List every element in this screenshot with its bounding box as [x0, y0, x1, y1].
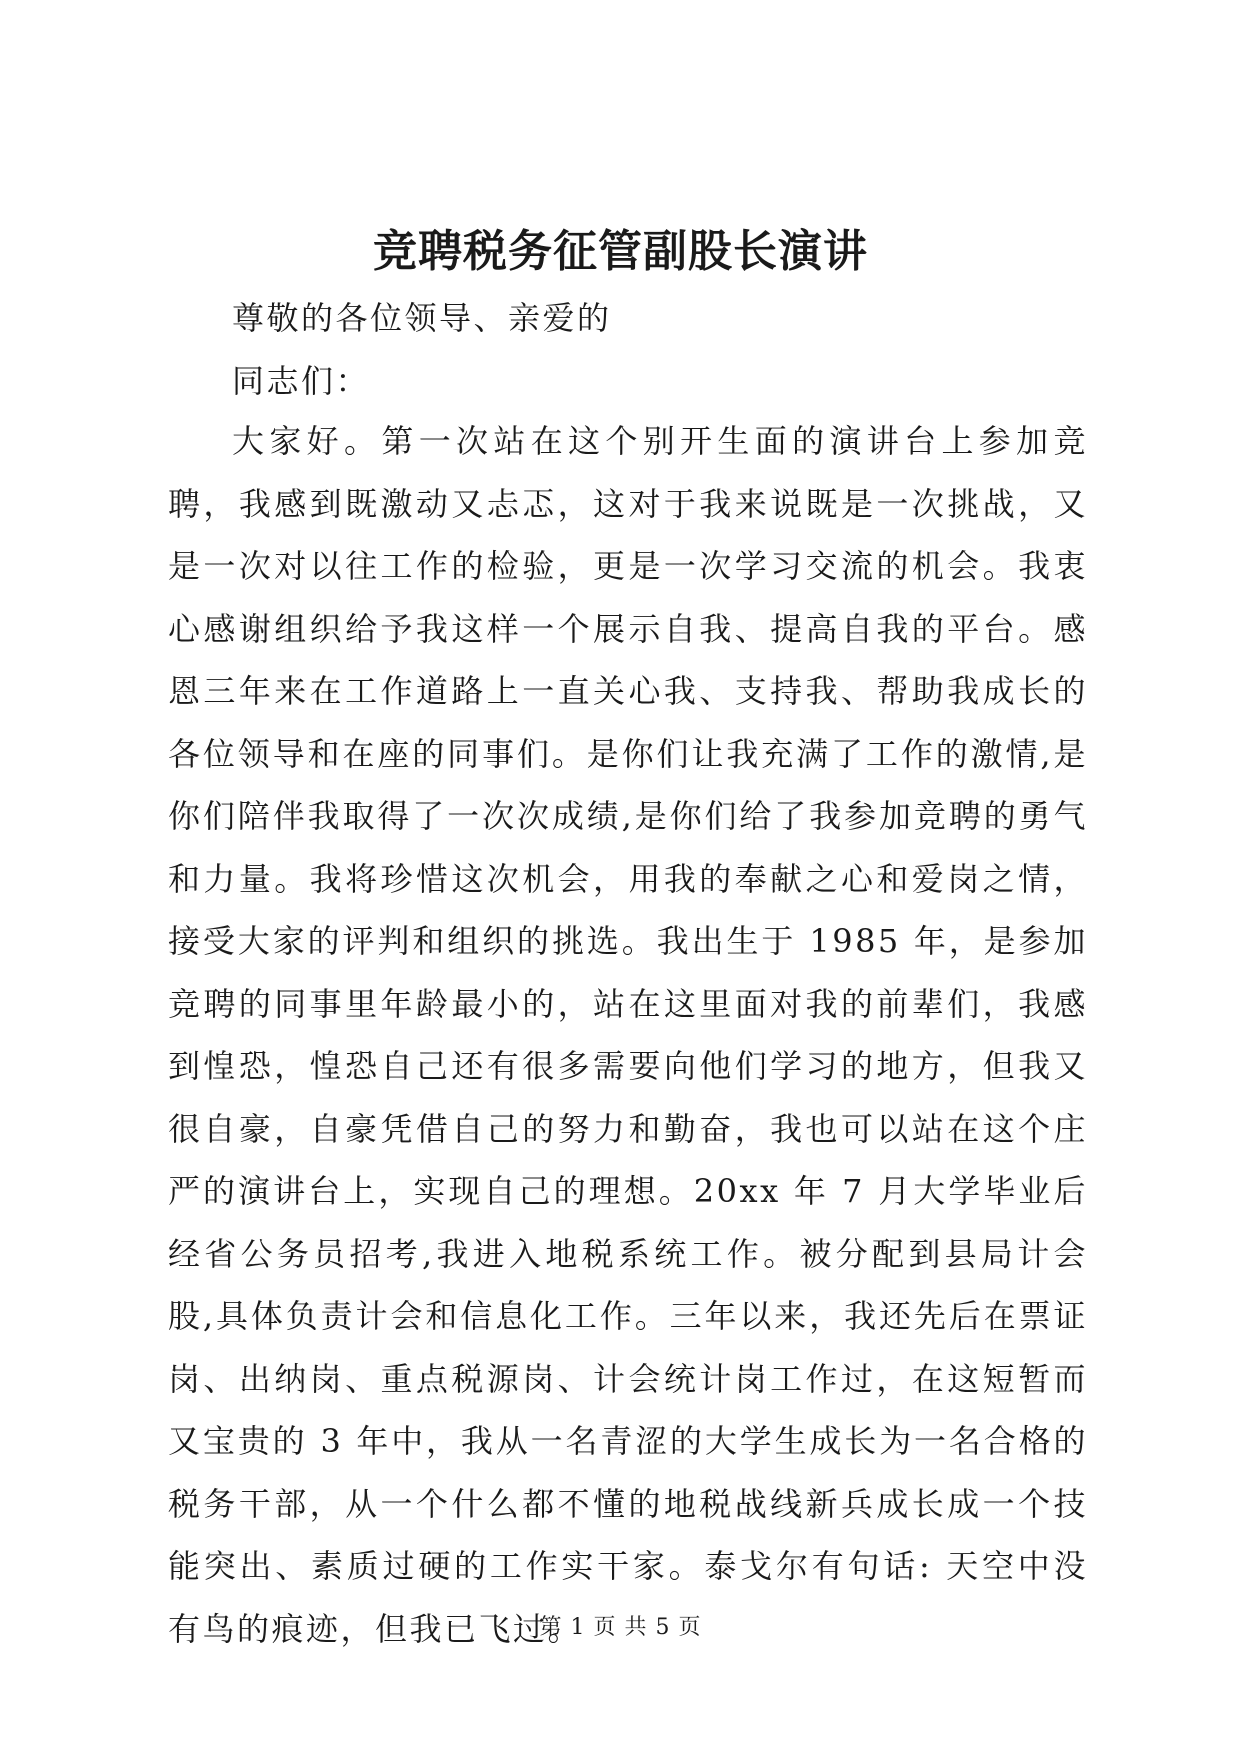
- body-paragraph: 大家好。第一次站在这个别开生面的演讲台上参加竞聘，我感到既激动又忐忑，这对于我来说既是一次挑战，又是一次对以往工作的检验，更是一次学习交流的机会。我衷心感谢组织给予我这样一个展示自我、提高自我的平台。感恩三年来在工作道路上一直关心我、支持我、帮助我成长的各位领导和在座的同事们。是你们让我充满了工作的激情,是你们陪伴我取得了一次次成绩,是你们给了我参加竞聘的勇气和力量。我将珍惜这次机会，用我的奉献之心和爱岗之情，接受大家的评判和组织的挑选。我出生于 1985 年，是参加竞聘的同事里年龄最小的，站在这里面对我的前辈们，我感到惶恐，惶恐自己还有很多需要向他们学习的地方，但我又很自豪，自豪凭借自己的努力和勤奋，我也可以站在这个庄严的演讲台上，实现自己的理想。20xx 年 7 月大学毕业后经省公务员招考,我进入地税系统工作。被分配到县局计会股,具体负责计会和信息化工作。三年以来，我还先后在票证岗、出纳岗、重点税源岗、计会统计岗工作过，在这短暂而又宝贵的 3 年中，我从一名青涩的大学生成长为一名合格的税务干部，从一个什么都不懂的地税战线新兵成长成一个技能突出、素质过硬的工作实干家。泰戈尔有句话: 天空中没有鸟的痕迹，但我已飞过。: [168, 422, 1088, 1648]
- salutation: [168, 287, 1088, 412]
- salutation-line-2: 同志们：: [232, 361, 371, 400]
- body-text: [168, 410, 1088, 1660]
- salutation-line-1: 尊敬的各位领导、亲爱的: [232, 299, 612, 337]
- page-number-footer: 第 1 页 共 5 页: [539, 1615, 702, 1640]
- document-title: 竞聘税务征管副股长演讲: [373, 226, 868, 277]
